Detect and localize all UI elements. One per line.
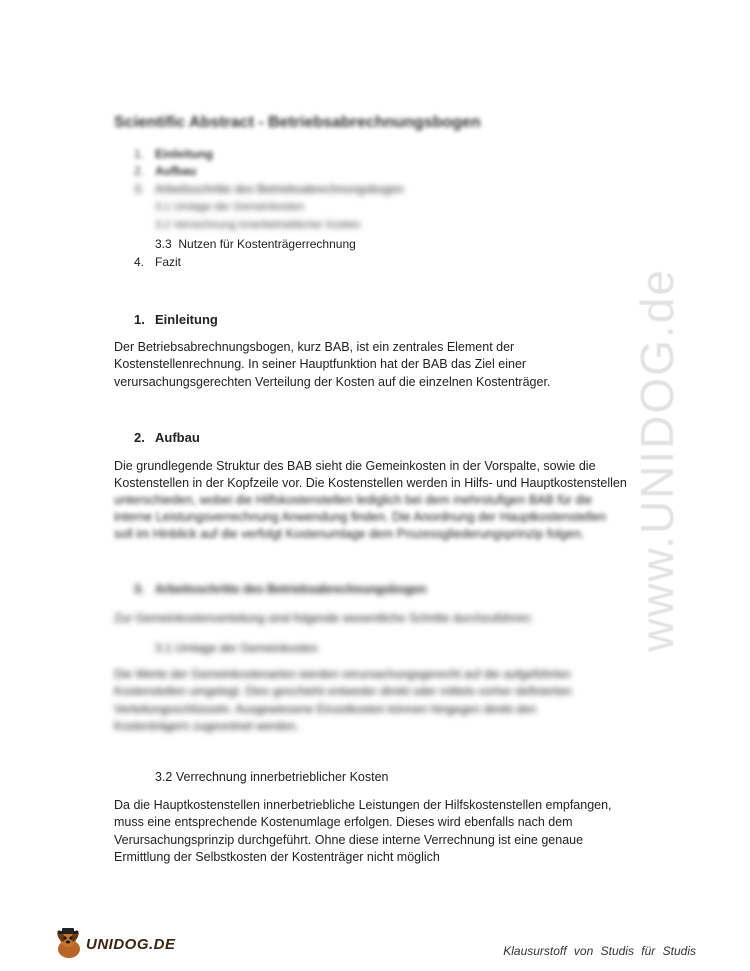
text-line: soll im Hinblick auf die verfolgt Kostenumlage dem Prozessgliederungsprinzip folgen. xyxy=(114,527,585,542)
page-title: Scientific Abstract - Betriebsabrechnungsbogen xyxy=(114,114,481,131)
text-line: Verteilungsschlüsseln. Ausgewiesene Einzelkosten können hingegen direkt den xyxy=(114,701,537,716)
toc-item-1-num: 1. xyxy=(134,147,145,161)
toc-item-3-label: Arbeitsschritte des Betriebsabrechnungsbogen xyxy=(155,182,404,196)
toc-item-1-label: Einleitung xyxy=(155,147,213,161)
text-line: muss eine entsprechende Kostenumlage erfolgen. Dieses wird ebenfalls nach dem xyxy=(114,815,573,830)
toc-item-3-3-label: Nutzen für Kostenträgerrechnung xyxy=(178,237,356,251)
paragraph-einleitung xyxy=(114,339,654,391)
text-line: Kostenträgern zugeordnet werden. xyxy=(114,718,299,733)
paragraph-arbeitsschritte-intro: Zur Gemeinkostenverteilung sind folgende wesentliche Schritte durchzuführen: xyxy=(114,611,533,625)
section-title: Arbeitsschritte des Betriebsabrechnungsbogen xyxy=(155,582,427,596)
text-line: Die grundlegende Struktur des BAB sieht die Gemeinkosten in der Vorspalte, sowie die xyxy=(114,459,596,473)
toc-item-3-2-num: 3.2 xyxy=(155,219,171,231)
toc-item-2 xyxy=(134,164,196,178)
toc-item-3-2-label: Verrechnung innerbetrieblicher Kosten xyxy=(173,219,361,231)
text-line: Kostenstellenrechnung. In seiner Hauptfunktion hat der BAB das Ziel einer xyxy=(114,357,527,372)
paragraph-3-2 xyxy=(114,797,674,866)
toc-item-3 xyxy=(134,182,404,196)
toc-item-3-1-num: 3.1 xyxy=(155,201,171,213)
paragraph-3-1 xyxy=(114,666,654,735)
section-number: 1. xyxy=(134,312,145,327)
toc-item-2-label: Aufbau xyxy=(155,164,197,178)
toc-item-3-1-label: Umlage der Gemeinkosten xyxy=(173,201,305,213)
section-title: Einleitung xyxy=(155,312,218,327)
section-heading-aufbau xyxy=(134,430,200,445)
toc-item-4-num: 4. xyxy=(134,255,145,269)
footer-tagline: Klausurstoff von Studis für Studis xyxy=(503,944,696,958)
subsection-heading-3-1: 3.1 Umlage der Gemeinkosten xyxy=(155,641,318,655)
text-line: Ermittlung der Selbstkosten der Kostenträger nicht möglich xyxy=(114,849,440,864)
dog-mascot-icon xyxy=(52,927,86,961)
toc-item-3-num: 3. xyxy=(134,182,145,196)
paragraph-aufbau xyxy=(114,458,674,543)
toc-item-2-num: 2. xyxy=(134,164,145,178)
footer-logo[interactable] xyxy=(52,926,176,962)
section-heading-arbeitsschritte xyxy=(134,582,426,596)
text-line: Verursachungsprinzip durchgeführt. Ohne diese interne Verrechnung ist eine genaue xyxy=(114,832,584,847)
section-heading-einleitung xyxy=(134,312,218,327)
toc-item-3-3 xyxy=(155,237,356,251)
toc-item-1 xyxy=(134,147,213,161)
text-line: Kostenstellen in der Kopfzeile vor. Die Kostenstellen werden in Hilfs- und Hauptkostenstellen xyxy=(114,476,627,491)
section-number: 2. xyxy=(134,430,145,445)
text-line: Die Werte der Gemeinkostenarten werden verursachungsgerecht auf die aufgeführten xyxy=(114,667,571,681)
watermark: www.UNIDOG.de xyxy=(631,268,683,652)
text-line: unterschieden, wobei die Hilfskostenstellen lediglich bei dem mehrstufigen BAB für die xyxy=(114,492,593,507)
toc-item-3-2 xyxy=(155,219,360,231)
text-line: Da die Hauptkostenstellen innerbetriebliche Leistungen der Hilfskostenstellen empfangen, xyxy=(114,798,612,812)
logo-text: UNIDOG.DE xyxy=(86,935,176,953)
text-line: interne Leistungsverrechnung Anwendung finden. Die Anordnung der Hauptkostenstellen xyxy=(114,509,607,524)
text-line: Der Betriebsabrechnungsbogen, kurz BAB, ist ein zentrales Element der xyxy=(114,340,515,354)
subsection-heading-3-2: 3.2 Verrechnung innerbetrieblicher Kosten xyxy=(155,770,389,784)
section-title: Aufbau xyxy=(155,430,200,445)
section-number: 3. xyxy=(134,582,145,596)
toc-item-4-label: Fazit xyxy=(155,255,182,269)
toc-item-3-1 xyxy=(155,201,304,213)
toc-item-4 xyxy=(134,255,181,269)
toc-item-3-3-num: 3.3 xyxy=(155,237,172,251)
text-line: verursachungsgerechten Verteilung der Kosten auf die einzelnen Kostenträger. xyxy=(114,374,551,389)
text-line: Kostenstellen umgelegt. Dies geschieht entweder direkt oder mittels vorher definierten xyxy=(114,684,572,699)
